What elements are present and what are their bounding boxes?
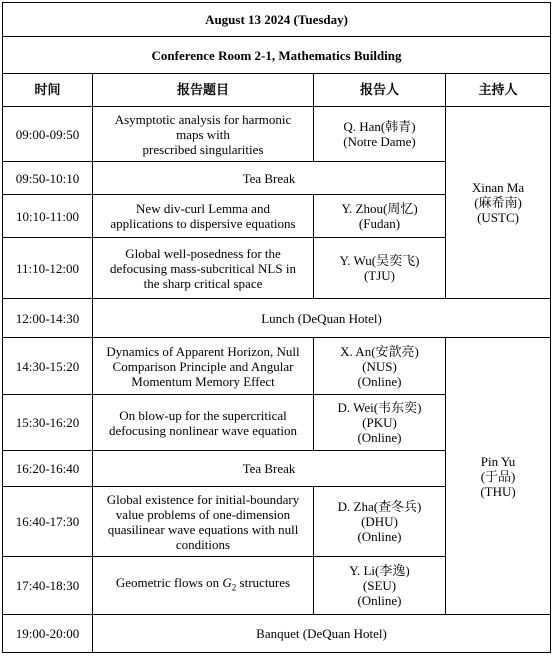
time-cell: 17:40-18:30 — [3, 557, 93, 615]
table-row — [3, 615, 551, 653]
break-label: Tea Break — [93, 451, 446, 487]
math-subscript: 2 — [231, 582, 237, 593]
host-morning: Xinan Ma (麻希南) (USTC) — [446, 107, 551, 299]
schedule-table — [2, 2, 551, 653]
table-row — [3, 299, 551, 338]
date-row — [3, 3, 551, 37]
time-cell: 11:10-12:00 — [3, 238, 93, 299]
math-symbol: G — [222, 575, 232, 591]
time-cell: 10:10-11:00 — [3, 195, 93, 238]
host-afternoon: Pin Yu (于品) (THU) — [446, 338, 551, 615]
break-label: Tea Break — [93, 162, 446, 195]
speaker-cell: D. Wei(韦东奕) (PKU) (Online) — [314, 395, 446, 451]
room-row — [3, 37, 551, 74]
schedule-date: August 13 2024 (Tuesday) — [3, 3, 551, 37]
talk-title: Dynamics of Apparent Horizon, Null Comparison Principle and Angular Momentum Memory Effect — [93, 338, 314, 395]
talk-title: Global well-posedness for the defocusing mass-subcritical NLS in the sharp critical space — [93, 238, 314, 299]
time-cell: 09:00-09:50 — [3, 107, 93, 162]
talk-title: On blow-up for the supercritical defocusing nonlinear wave equation — [93, 395, 314, 451]
col-header-host: 主持人 — [446, 74, 551, 107]
time-cell: 19:00-20:00 — [3, 615, 93, 653]
speaker-cell: Y. Zhou(周忆) (Fudan) — [314, 195, 446, 238]
time-cell: 12:00-14:30 — [3, 299, 93, 338]
time-cell: 16:20-16:40 — [3, 451, 93, 487]
col-header-time: 时间 — [3, 74, 93, 107]
lunch-label: Lunch (DeQuan Hotel) — [93, 299, 551, 338]
column-header-row — [3, 74, 551, 107]
talk-title — [93, 557, 314, 615]
speaker-cell: D. Zha(查冬兵) (DHU) (Online) — [314, 487, 446, 557]
speaker-cell: X. An(安歆亮) (NUS) (Online) — [314, 338, 446, 395]
speaker-cell: Q. Han(韩青) (Notre Dame) — [314, 107, 446, 162]
table-row — [3, 338, 551, 395]
speaker-cell: Y. Wu(吴奕飞) (TJU) — [314, 238, 446, 299]
time-cell: 09:50-10:10 — [3, 162, 93, 195]
table-row — [3, 107, 551, 162]
time-cell: 14:30-15:20 — [3, 338, 93, 395]
col-header-title: 报告题目 — [93, 74, 314, 107]
venue-room: Conference Room 2-1, Mathematics Building — [3, 37, 551, 74]
talk-title: Asymptotic analysis for harmonic maps with prescribed singularities — [93, 107, 314, 162]
talk-title: New div-curl Lemma and applications to dispersive equations — [93, 195, 314, 238]
time-cell: 16:40-17:30 — [3, 487, 93, 557]
talk-title-prefix: Geometric flows on — [115, 575, 223, 591]
time-cell: 15:30-16:20 — [3, 395, 93, 451]
speaker-cell: Y. Li(李逸) (SEU) (Online) — [314, 557, 446, 615]
talk-title-suffix: structures — [236, 575, 291, 591]
banquet-label: Banquet (DeQuan Hotel) — [93, 615, 551, 653]
talk-title: Global existence for initial-boundary value problems of one-dimension quasilinear wave equations with null conditions — [93, 487, 314, 557]
col-header-speaker: 报告人 — [314, 74, 446, 107]
